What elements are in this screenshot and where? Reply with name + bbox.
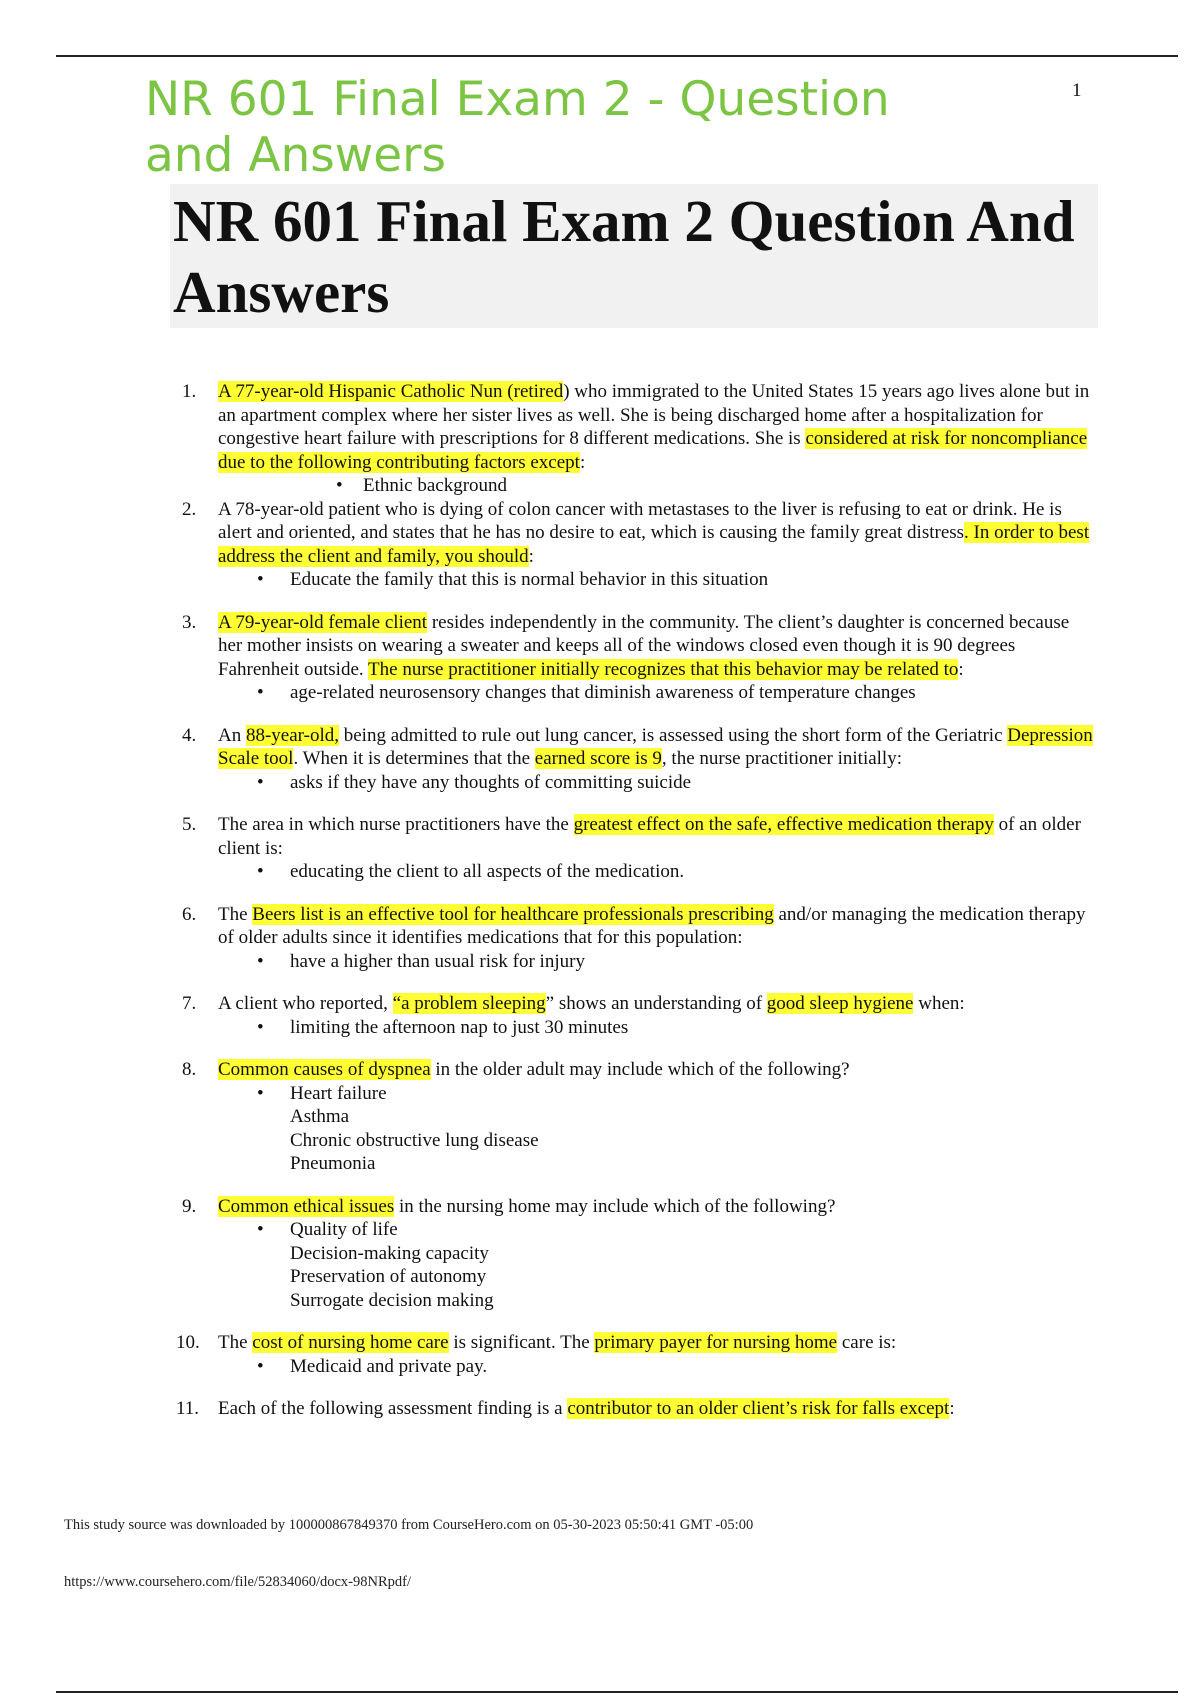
bullet-icon: • xyxy=(257,950,264,972)
answer-text: Quality of life xyxy=(290,1219,398,1240)
question-number: 10. xyxy=(176,1332,200,1353)
question-item xyxy=(0,992,1098,1039)
question-text-segment: in the nursing home may include which of the following? xyxy=(394,1195,836,1217)
highlighted-text: Beers list is an effective tool for healthcare professionals prescribing xyxy=(252,903,774,925)
bullet-icon: • xyxy=(336,475,343,496)
question-text xyxy=(218,380,1098,474)
question-text-segment: The area in which nurse practitioners have the xyxy=(218,814,574,835)
answer-list xyxy=(218,474,1098,498)
question-item xyxy=(0,724,1098,795)
answer-item xyxy=(257,1218,1098,1312)
answer-text: age-related neurosensory changes that diminish awareness of temperature changes xyxy=(290,682,916,703)
question-text-segment: : xyxy=(528,545,534,567)
highlighted-text: Common causes of dyspnea xyxy=(218,1059,431,1080)
question-text-segment: resides independently in the community. The client’s daughter is concerned because her mother insists on wearing a sweater and keeps all of the windows closed even though it is 90 degrees Fahrenheit outside. xyxy=(218,611,1070,680)
answer-text: Chronic obstructive lung disease xyxy=(290,1129,539,1151)
answer-list xyxy=(218,1218,1098,1312)
question-number: 3. xyxy=(182,611,197,633)
answer-text: Decision-making capacity xyxy=(290,1242,489,1264)
highlighted-text: considered at risk for noncompliance due to the following contributing factors except xyxy=(218,428,1088,473)
question-text-segment: An xyxy=(218,724,246,746)
answer-item xyxy=(257,950,1098,974)
question-number: 4. xyxy=(182,724,197,746)
question-number: 7. xyxy=(182,993,197,1014)
answer-text: asks if they have any thoughts of committing suicide xyxy=(290,771,692,793)
question-text-segment: A client who reported, xyxy=(218,993,393,1014)
highlighted-text: The nurse practitioner initially recognizes that this behavior may be related to xyxy=(368,658,959,680)
question-item xyxy=(0,1195,1098,1313)
question-text-segment: is significant. The xyxy=(448,1332,595,1353)
download-note: This study source was downloaded by 100000867849370 from CourseHero.com on 05-30-2023 05:50:41 GMT -05:00 xyxy=(64,1517,754,1533)
highlighted-text: “a problem sleeping xyxy=(392,993,546,1014)
question-number: 5. xyxy=(182,814,197,835)
source-url: https://www.coursehero.com/file/52834060/docx-98NRpdf/ xyxy=(64,1574,412,1590)
top-rule xyxy=(56,55,1178,57)
bullet-icon: • xyxy=(257,1355,264,1377)
answer-text: Surrogate decision making xyxy=(290,1289,494,1311)
highlighted-text: A 77-year-old Hispanic Catholic Nun (retired xyxy=(218,381,564,402)
question-list xyxy=(0,380,1200,1440)
answer-text: Preservation of autonomy xyxy=(290,1266,487,1287)
question-text-segment: in the older adult may include which of the following? xyxy=(430,1059,850,1080)
answer-item xyxy=(257,860,1098,884)
question-text-segment: . When it is determines that the xyxy=(293,748,535,769)
question-text-segment: ) who immigrated to the United States 15 years ago lives alone but in an apartment complex where her sister lives as well. She is being discharged home after a hospitalization for congestive heart failure with prescriptions for 8 different medications. She is xyxy=(218,381,1090,449)
bullet-icon: • xyxy=(257,1219,264,1240)
question-number: 2. xyxy=(182,498,197,520)
question-text xyxy=(218,724,1098,771)
answer-list xyxy=(218,860,1098,884)
bullet-icon: • xyxy=(257,569,264,590)
question-text xyxy=(218,611,1098,682)
highlighted-text: cost of nursing home care xyxy=(252,1332,449,1353)
answer-text: Educate the family that this is normal behavior in this situation xyxy=(290,569,769,590)
question-number: 8. xyxy=(182,1059,197,1080)
answer-text: educating the client to all aspects of the medication. xyxy=(290,861,685,882)
highlighted-text: . In order to best address the client and family, you should xyxy=(218,522,1090,567)
question-text-segment: of an older client is: xyxy=(218,814,1081,859)
highlighted-text: good sleep hygiene xyxy=(766,993,914,1014)
question-text xyxy=(218,1397,1098,1421)
answer-item xyxy=(257,681,1098,705)
question-text xyxy=(218,498,1098,569)
question-item xyxy=(0,611,1098,705)
answer-item xyxy=(257,771,1098,795)
question-number: 6. xyxy=(182,903,197,925)
bullet-icon: • xyxy=(257,682,264,703)
question-text-segment: A 78-year-old patient who is dying of colon cancer with metastases to the liver is refusing to eat or drink. He is alert and oriented, and states that he has no desire to eat, which is causing the family great distress xyxy=(218,498,1062,543)
answer-list xyxy=(218,950,1098,974)
answer-item xyxy=(257,568,1098,592)
question-text-segment: being admitted to rule out lung cancer, is assessed using the short form of the Geriatric xyxy=(338,724,1008,746)
highlighted-text: greatest effect on the safe, effective medication therapy xyxy=(573,814,994,835)
question-text-segment: : xyxy=(949,1398,955,1419)
question-text-segment: and/or managing the medication therapy of older adults since it identifies medications that for this population: xyxy=(218,903,1086,948)
question-text-segment: : xyxy=(958,658,964,680)
highlighted-text: earned score is 9 xyxy=(534,748,662,769)
question-number: 11. xyxy=(176,1398,200,1419)
highlighted-text: primary payer for nursing home xyxy=(594,1332,838,1353)
answer-text: have a higher than usual risk for injury xyxy=(290,950,585,972)
question-text xyxy=(218,1195,1098,1219)
question-number: 1. xyxy=(182,381,197,402)
question-item xyxy=(0,903,1098,974)
answer-list xyxy=(218,1355,1098,1379)
question-item xyxy=(0,1058,1098,1176)
answer-text: limiting the afternoon nap to just 30 minutes xyxy=(290,1016,629,1038)
answer-text: Ethnic background xyxy=(363,475,508,496)
answer-list xyxy=(218,1016,1098,1040)
answer-text: Pneumonia xyxy=(290,1153,376,1174)
question-item xyxy=(0,498,1098,592)
main-heading: NR 601 Final Exam 2 Question And Answers xyxy=(173,188,1075,325)
highlighted-text: Depression Scale tool xyxy=(218,724,1093,769)
bullet-icon: • xyxy=(257,1016,264,1038)
highlighted-text: A 79-year-old female client xyxy=(218,611,428,633)
question-item xyxy=(0,813,1098,884)
answer-list xyxy=(218,1082,1098,1176)
question-text-segment: ” shows an understanding of xyxy=(545,993,767,1014)
answer-item xyxy=(257,1355,1098,1379)
answer-list xyxy=(218,568,1098,592)
bullet-icon: • xyxy=(257,861,264,882)
question-text xyxy=(218,992,1098,1016)
question-text-segment: when: xyxy=(913,993,965,1014)
answer-text: Heart failure xyxy=(290,1082,387,1104)
bullet-icon: • xyxy=(257,771,264,793)
answer-list xyxy=(218,681,1098,705)
question-text-segment: The xyxy=(218,1332,253,1353)
question-number: 9. xyxy=(182,1195,197,1217)
question-item xyxy=(0,1331,1098,1378)
answer-text: Medicaid and private pay. xyxy=(290,1355,488,1377)
question-item xyxy=(0,1397,1098,1421)
answer-list xyxy=(218,771,1098,795)
highlighted-text: Common ethical issues xyxy=(218,1195,395,1217)
answer-item xyxy=(257,1016,1098,1040)
bottom-rule xyxy=(56,1691,1178,1693)
question-text-segment: The xyxy=(218,903,253,925)
question-text-segment: Each of the following assessment finding is a xyxy=(218,1398,568,1419)
answer-text: Asthma xyxy=(290,1106,350,1127)
bullet-icon: • xyxy=(257,1082,264,1104)
question-text xyxy=(218,1058,1098,1082)
answer-item xyxy=(336,474,1098,498)
question-item xyxy=(0,380,1098,498)
question-text-segment: : xyxy=(579,451,586,473)
page-number: 1 xyxy=(1072,80,1082,101)
highlighted-text: contributor to an older client’s risk for falls except xyxy=(567,1398,950,1419)
question-text-segment: , the nurse practitioner initially: xyxy=(661,748,902,769)
document-title: NR 601 Final Exam 2 - Question and Answers xyxy=(145,72,890,183)
question-text xyxy=(218,813,1098,860)
question-text-segment: care is: xyxy=(837,1332,897,1353)
highlighted-text: 88-year-old, xyxy=(245,724,339,746)
question-text xyxy=(218,1331,1098,1355)
answer-item xyxy=(257,1082,1098,1176)
question-text xyxy=(218,903,1098,950)
